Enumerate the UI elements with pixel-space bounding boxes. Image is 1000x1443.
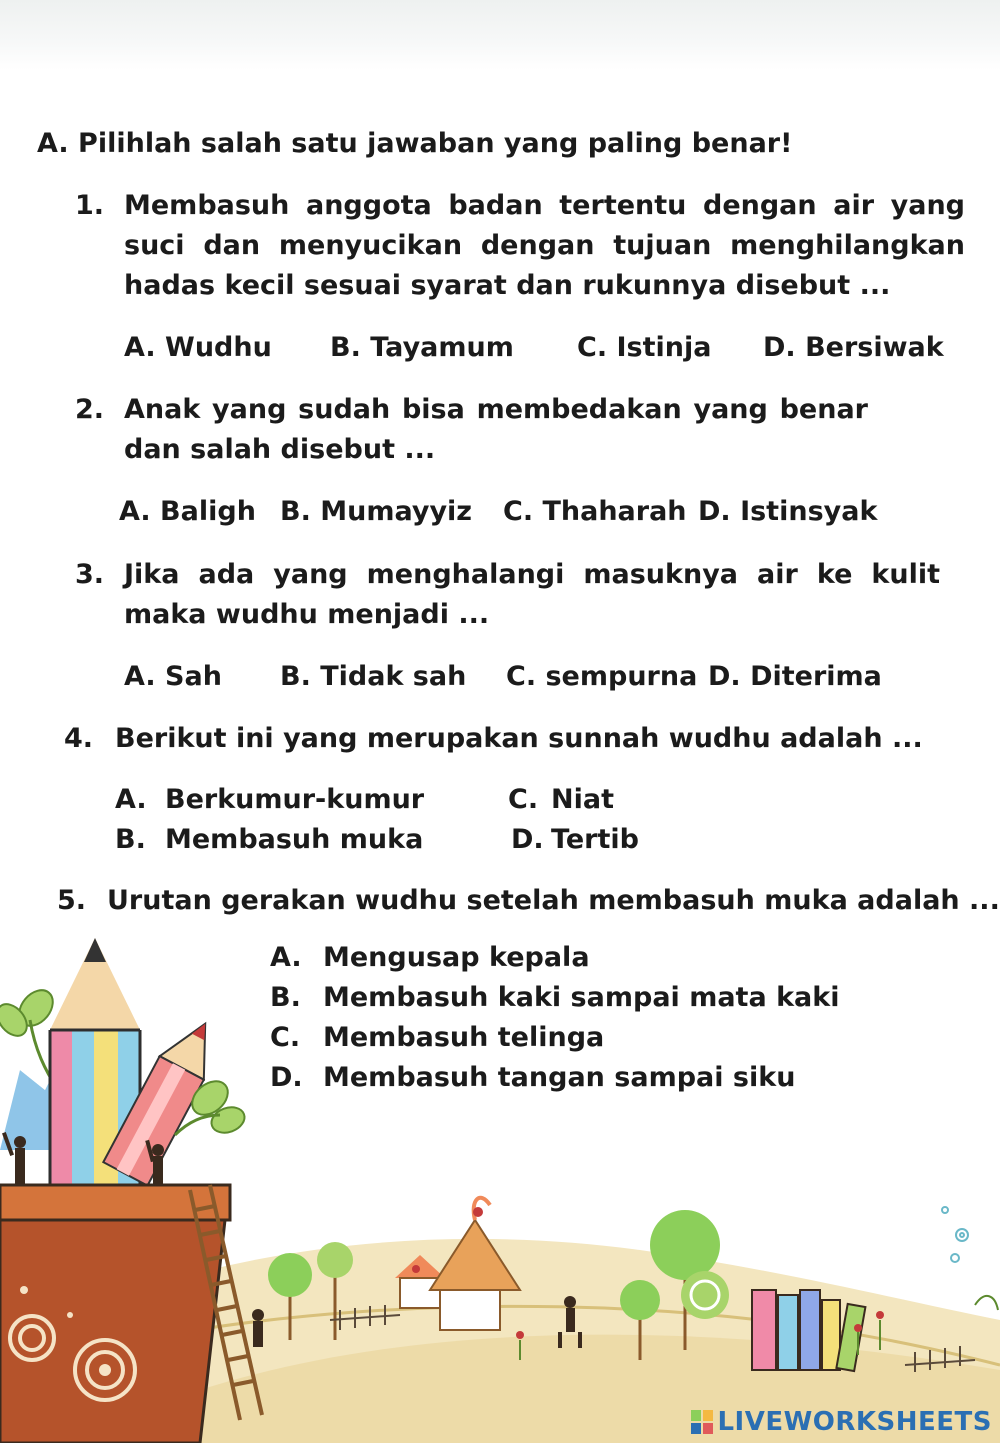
question-5-option-d-letter[interactable]: D.	[270, 1062, 303, 1093]
question-3-option-c[interactable]: C. sempurna	[506, 661, 698, 692]
question-1-text: Membasuh anggota badan tertentu dengan air yang suci dan menyucikan dengan tujuan menghilangkan hadas kecil sesuai syarat dan rukunnya disebut ...	[124, 190, 965, 301]
question-4-option-c-letter[interactable]: C.	[508, 784, 539, 815]
liveworksheets-logo-icon	[691, 1410, 713, 1434]
question-5-option-c-label[interactable]: Membasuh telinga	[323, 1022, 605, 1053]
question-4-option-d-label[interactable]: Tertib	[551, 824, 639, 855]
question-5-option-c-letter[interactable]: C.	[270, 1022, 301, 1053]
brand-text: LIVEWORKSHEETS	[717, 1407, 992, 1437]
liveworksheets-brand	[691, 1407, 992, 1437]
question-2-option-b[interactable]: B. Mumayyiz	[280, 496, 473, 527]
question-4-option-b-label[interactable]: Membasuh muka	[165, 824, 424, 855]
question-1-option-a[interactable]: A. Wudhu	[124, 332, 272, 363]
question-3-option-b[interactable]: B. Tidak sah	[280, 661, 467, 692]
question-5-option-b-letter[interactable]: B.	[270, 982, 301, 1013]
question-5-option-d-label[interactable]: Membasuh tangan sampai siku	[323, 1062, 796, 1093]
question-1-option-c[interactable]: C. Istinja	[577, 332, 712, 363]
question-3-option-a[interactable]: A. Sah	[124, 661, 222, 692]
question-4-option-c-label[interactable]: Niat	[551, 784, 614, 815]
question-2-number: 2.	[75, 394, 105, 425]
question-5-text: Urutan gerakan wudhu setelah membasuh muka adalah ...	[107, 885, 1000, 916]
question-2-option-c[interactable]: C. Thaharah	[503, 496, 687, 527]
question-4-option-b-letter[interactable]: B.	[115, 824, 146, 855]
question-5-option-b-label[interactable]: Membasuh kaki sampai mata kaki	[323, 982, 840, 1013]
question-4-text: Berikut ini yang merupakan sunnah wudhu adalah ...	[115, 723, 923, 754]
question-4-option-d-letter[interactable]: D.	[511, 824, 544, 855]
question-3-option-d[interactable]: D. Diterima	[708, 661, 882, 692]
question-2-option-d[interactable]: D. Istinsyak	[698, 496, 878, 527]
question-5-number: 5.	[57, 885, 87, 916]
question-5-option-a-letter[interactable]: A.	[270, 942, 302, 973]
question-4-option-a-label[interactable]: Berkumur-kumur	[165, 784, 425, 815]
question-1-option-d[interactable]: D. Bersiwak	[763, 332, 944, 363]
question-4-number: 4.	[64, 723, 94, 754]
question-2-text: Anak yang sudah bisa membedakan yang benar dan salah disebut ...	[124, 394, 868, 465]
question-3-text: Jika ada yang menghalangi masuknya air ke kulit maka wudhu menjadi ...	[124, 559, 940, 630]
section-title: A. Pilihlah salah satu jawaban yang paling benar!	[37, 128, 793, 159]
question-1-option-b[interactable]: B. Tayamum	[330, 332, 514, 363]
question-4-option-a-letter[interactable]: A.	[115, 784, 147, 815]
question-5-option-a-label[interactable]: Mengusap kepala	[323, 942, 590, 973]
question-2-option-a[interactable]: A. Baligh	[119, 496, 256, 527]
question-3-number: 3.	[75, 559, 105, 590]
question-1-number: 1.	[75, 190, 105, 221]
